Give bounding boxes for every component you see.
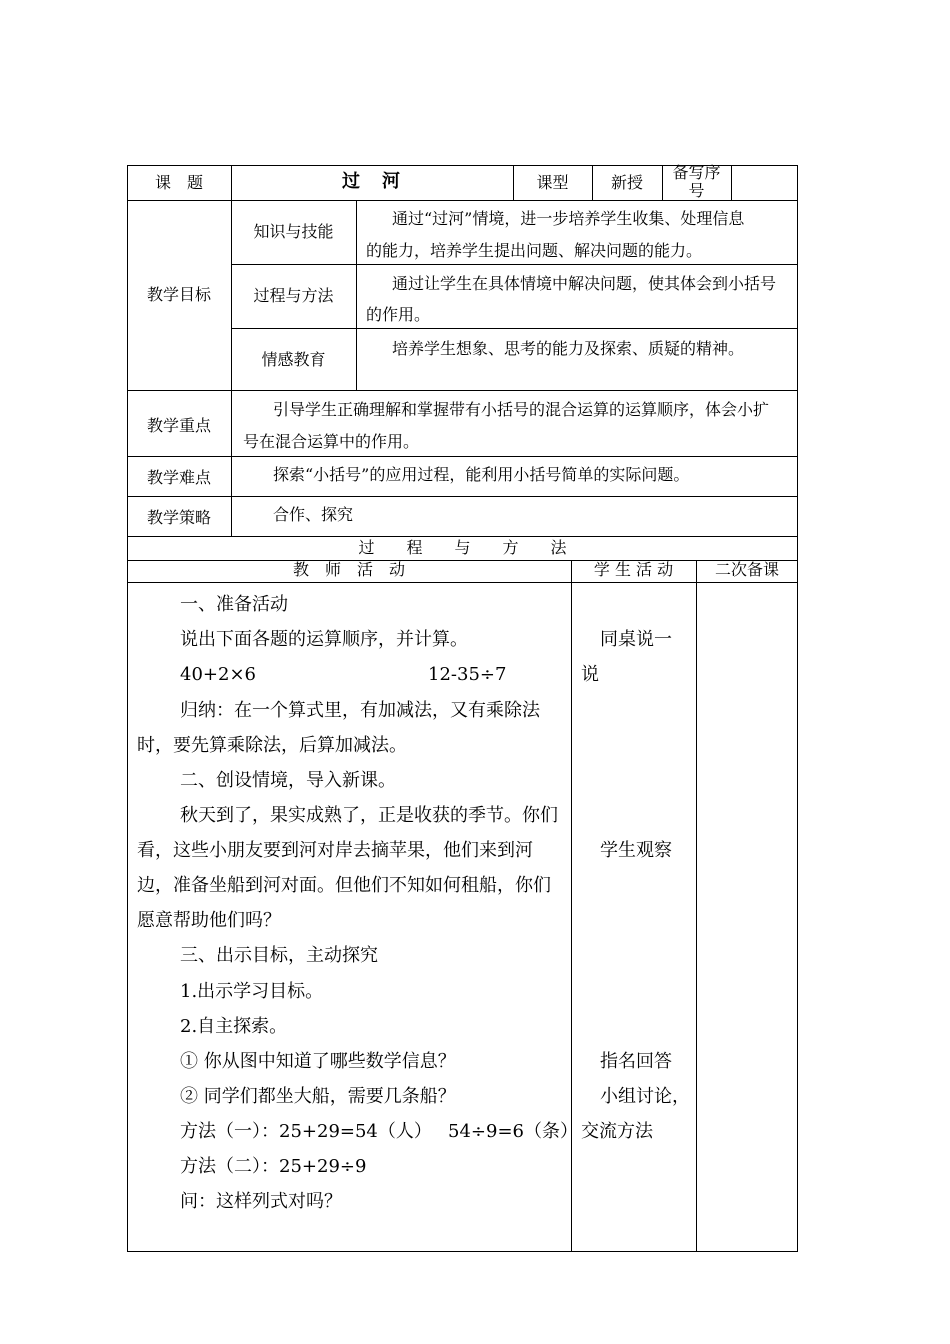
student-line: 交流方法 <box>581 1121 653 1142</box>
key-points-text-1: 引导学生正确理解和掌握带有小括号的混合运算的运算顺序，体会小扩 <box>273 400 770 419</box>
process-section-title: 过 程 与 方 法 <box>358 538 567 557</box>
row-divider <box>127 456 798 457</box>
expression-a: 40+2×6 <box>180 664 256 685</box>
col-divider <box>731 165 732 200</box>
student-line: 小组讨论， <box>600 1086 690 1107</box>
key-points-label: 教学重点 <box>146 416 211 435</box>
sequence-label-line1: 备写序 <box>672 163 721 182</box>
goal-text-process-1: 通过让学生在具体情境中解决问题，使其体会到小括号 <box>392 274 777 293</box>
goal-label-knowledge: 知识与技能 <box>253 222 334 241</box>
teacher-line: 三、出示目标，主动探究 <box>180 945 378 966</box>
teacher-line: 问：这样列式对吗？ <box>180 1191 342 1212</box>
lesson-type-value: 新授 <box>610 173 643 192</box>
teacher-line: 边，准备坐船到河对面。但他们不知如何租船，你们 <box>137 875 551 896</box>
teacher-line: ② 同学们都坐大船，需要几条船？ <box>180 1086 456 1107</box>
teacher-line: 说出下面各题的运算顺序，并计算。 <box>180 629 468 650</box>
teacher-line: 时，要先算乘除法，后算加减法。 <box>137 735 407 756</box>
goal-label-emotion: 情感教育 <box>261 350 326 369</box>
student-line: 同桌说一 <box>600 629 672 650</box>
teacher-line: 看，这些小朋友要到河对岸去摘苹果，他们来到河 <box>137 840 533 861</box>
method-one-a: 方法（一）：25+29=54（人） <box>180 1121 432 1142</box>
teacher-line: 愿意帮助他们吗？ <box>137 910 281 931</box>
topic-label: 课 题 <box>154 173 203 192</box>
lesson-title: 过 河 <box>342 171 402 192</box>
student-line: 学生观察 <box>600 840 672 861</box>
method-one-b: 54÷9=6（条） <box>448 1121 578 1142</box>
goal-text-knowledge-1: 通过“过河”情境，进一步培养学生收集、处理信息 <box>392 209 745 228</box>
teacher-line: 归纳：在一个算式里，有加减法，又有乘除法 <box>180 700 540 721</box>
expression-b: 12-35÷7 <box>428 664 507 685</box>
col-divider <box>696 560 697 1252</box>
teacher-line: 方法（二）：25+29÷9 <box>180 1156 367 1177</box>
difficulties-label: 教学难点 <box>146 468 211 487</box>
row-divider <box>127 200 798 201</box>
goal-text-knowledge-2: 的能力，培养学生提出问题、解决问题的能力。 <box>366 241 703 260</box>
key-points-text-2: 号在混合运算中的作用。 <box>243 432 420 451</box>
row-divider <box>127 582 798 583</box>
teacher-line: 2.自主探索。 <box>180 1016 288 1037</box>
goal-text-process-2: 的作用。 <box>366 305 431 324</box>
column-header-student: 学 生 活 动 <box>593 560 674 579</box>
goal-label-process: 过程与方法 <box>253 286 334 305</box>
student-line: 说 <box>581 664 599 685</box>
sequence-label <box>662 164 731 200</box>
goal-text-emotion-1: 培养学生想象、思考的能力及探索、质疑的精神。 <box>392 339 745 358</box>
row-divider <box>231 264 798 265</box>
col-divider <box>571 560 572 1252</box>
student-line: 指名回答 <box>600 1051 672 1072</box>
strategy-text: 合作、探究 <box>273 505 354 524</box>
col-divider <box>356 200 357 390</box>
teacher-line: ① 你从图中知道了哪些数学信息？ <box>180 1051 456 1072</box>
teacher-line: 二、创设情境，导入新课。 <box>180 770 396 791</box>
goals-label: 教学目标 <box>146 285 211 304</box>
teacher-line: 一、准备活动 <box>180 594 288 615</box>
column-header-teacher: 教 师 活 动 <box>292 560 405 579</box>
teacher-line: 秋天到了，果实成熟了，正是收获的季节。你们 <box>180 805 558 826</box>
row-divider <box>231 328 798 329</box>
teacher-line: 1.出示学习目标。 <box>180 981 324 1002</box>
sequence-label-line2: 号 <box>688 181 705 200</box>
difficulties-text: 探索“小括号”的应用过程，能利用小括号简单的实际问题。 <box>273 465 690 484</box>
column-header-second-prep: 二次备课 <box>714 560 779 579</box>
strategy-label: 教学策略 <box>146 508 211 527</box>
lesson-type-label: 课型 <box>536 173 569 192</box>
row-divider <box>127 496 798 497</box>
row-divider <box>127 390 798 391</box>
